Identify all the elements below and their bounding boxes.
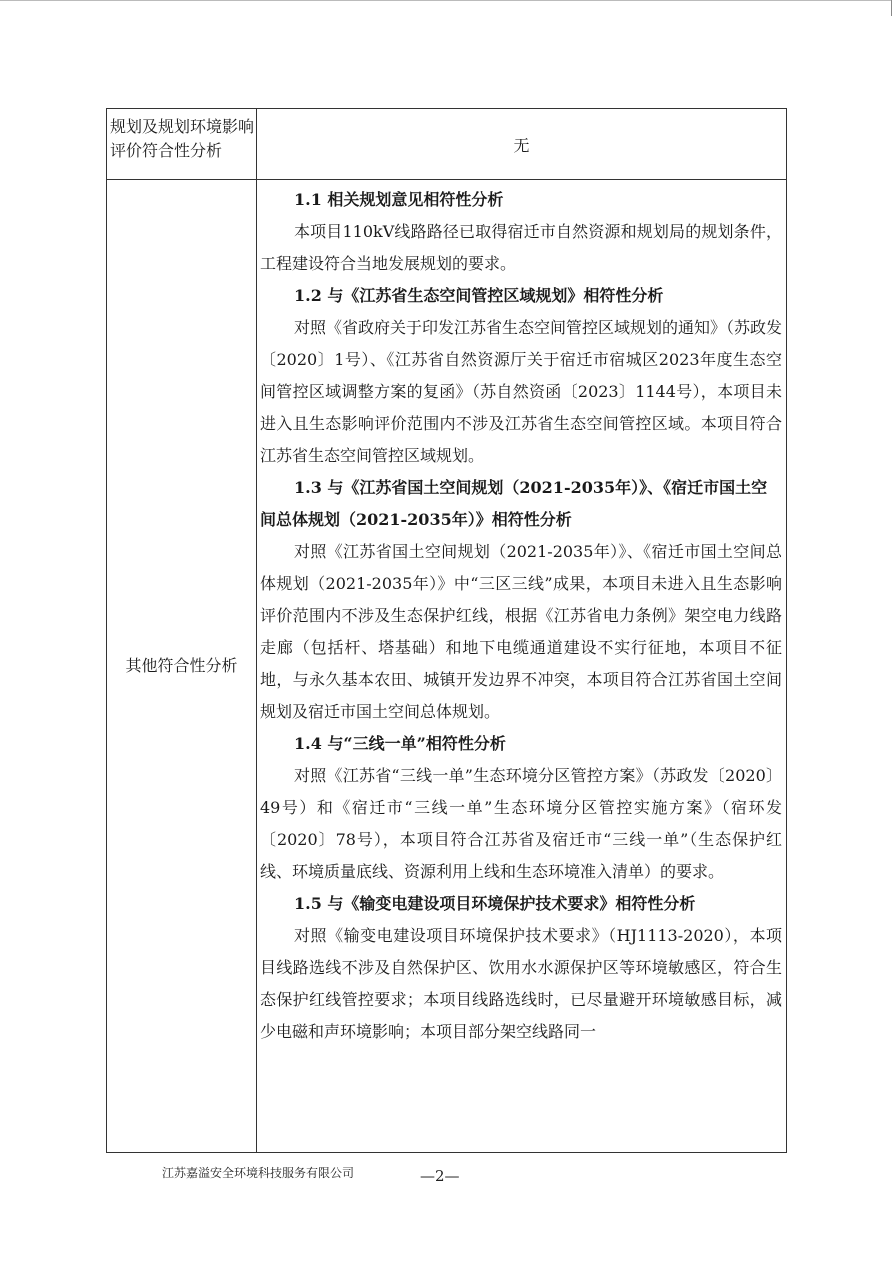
page-top-edge — [0, 0, 892, 1]
section-heading: 1.1 相关规划意见相符性分析 — [294, 190, 504, 209]
page-number: —2— — [420, 1167, 460, 1185]
planning-compliance-label: 规划及规划环境影响评价符合性分析 — [107, 109, 257, 180]
section-heading: 1.5 与《输变电建设项目环境保护技术要求》相符性分析 — [294, 894, 696, 913]
section-body: 对照《输变电建设项目环境保护技术要求》（HJ1113-2020），本项目线路选线不涉及自然保护区、饮用水水源保护区等环境敏感区，符合生态保护红线管控要求；本项目线路选线时，已尽量避开环境敏感目标，减少电磁和声环境影响；本项目部分架空线路同一 — [260, 926, 782, 1041]
section-body: 对照《江苏省“三线一单”生态环境分区管控方案》（苏政发〔2020〕49号）和《宿迁市“三线一单”生态环境分区管控实施方案》（宿环发〔2020〕78号），本项目符合江苏省及宿迁市“三线一单”（生态保护红线、环境质量底线、资源利用上线和生态环境准入清单）的要求。 — [260, 766, 782, 881]
section-heading: 1.2 与《江苏省生态空间管控区域规划》相符性分析 — [294, 286, 664, 305]
section-body: 对照《江苏省国土空间规划（2021-2035年）》、《宿迁市国土空间总体规划（2021-2035年）》中“三区三线”成果，本项目未进入且生态影响评价范围内不涉及生态保护红线，根据《江苏省电力条例》架空电力线路走廊（包括杆、塔基础）和地下电缆通道建设不实行征地，本项目不征地，与永久基本农田、城镇开发边界不冲突，本项目符合江苏省国土空间规划及宿迁市国土空间总体规划。 — [260, 542, 782, 721]
section-heading: 1.3 与《江苏省国土空间规划（2021-2035年）》、《宿迁市国土空间总体规划（2021-2035年）》相符性分析 — [260, 478, 768, 529]
table-row — [107, 109, 787, 180]
compliance-table — [106, 108, 787, 1153]
section-body: 本项目110kV线路路径已取得宿迁市自然资源和规划局的规划条件，工程建设符合当地发展规划的要求。 — [260, 222, 782, 273]
company-name: 江苏嘉溢安全环境科技服务有限公司 — [162, 1166, 355, 1180]
other-compliance-label: 其他符合性分析 — [107, 180, 257, 1153]
table-row — [107, 180, 787, 1153]
section-body: 对照《省政府关于印发江苏省生态空间管控区域规划的通知》（苏政发〔2020〕1号）、《江苏省自然资源厅关于宿迁市宿城区2023年度生态空间管控区域调整方案的复函》（苏自然资函〔2023〕1144号），本项目未进入且生态影响评价范围内不涉及江苏省生态空间管控区域。本项目符合江苏省生态空间管控区域规划。 — [260, 318, 783, 465]
other-compliance-content — [257, 180, 787, 1153]
planning-compliance-value: 无 — [257, 109, 787, 180]
section-heading: 1.4 与“三线一单”相符性分析 — [294, 734, 506, 753]
